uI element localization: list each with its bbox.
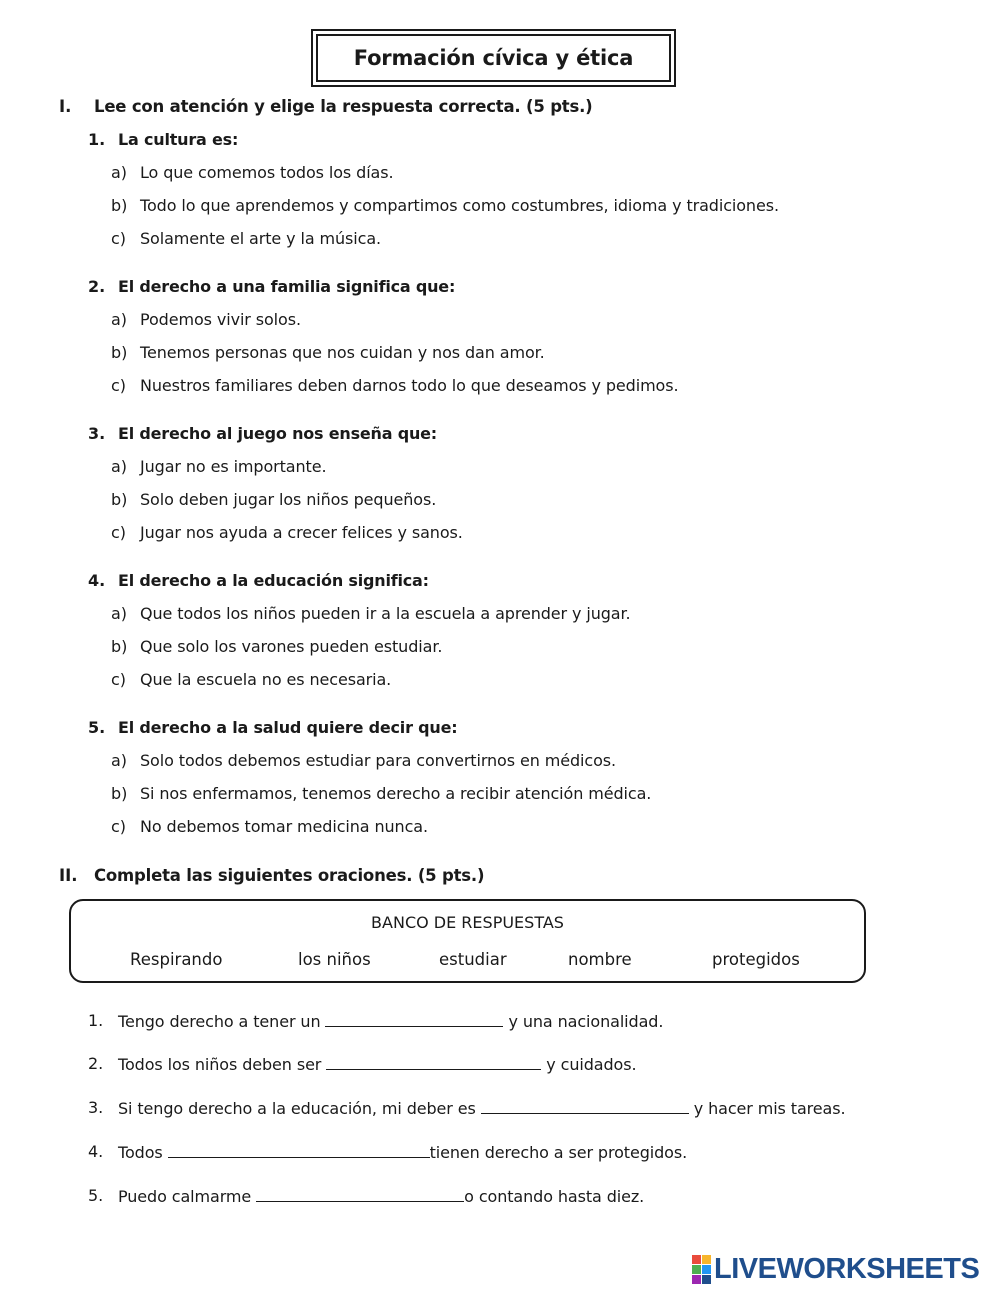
logo-square (702, 1255, 711, 1264)
question-1-text: La cultura es: (118, 130, 239, 149)
title-box (311, 29, 676, 87)
logo-square (692, 1265, 701, 1274)
logo-squares-icon (692, 1255, 711, 1284)
q2-option-b-text[interactable]: Tenemos personas que nos cuidan y nos dan amor. (140, 343, 545, 362)
q5-option-c-text[interactable]: No debemos tomar medicina nunca. (140, 817, 428, 836)
sentence-4-before: Todos (118, 1143, 168, 1162)
sentence-3 (118, 1098, 845, 1118)
question-3-text: El derecho al juego nos enseña que: (118, 424, 438, 443)
q3-option-a-text[interactable]: Jugar no es importante. (140, 457, 327, 476)
q3-option-c-text[interactable]: Jugar nos ayuda a crecer felices y sanos. (140, 523, 463, 542)
sentence-3-number: 3. (88, 1098, 104, 1117)
q4-option-c-letter[interactable]: c) (111, 670, 127, 689)
q1-option-b-letter[interactable]: b) (111, 196, 128, 215)
q5-option-a-letter[interactable]: a) (111, 751, 128, 770)
sentence-3-blank[interactable] (481, 1098, 689, 1114)
question-4-text: El derecho a la educación significa: (118, 571, 429, 590)
section-2-title: Completa las siguientes oraciones. (5 pts.) (94, 866, 485, 885)
sentence-5-blank[interactable] (256, 1186, 464, 1202)
section-1-title: Lee con atención y elige la respuesta correcta. (5 pts.) (94, 97, 593, 116)
q2-option-a-letter[interactable]: a) (111, 310, 128, 329)
sentence-1-before: Tengo derecho a tener un (118, 1012, 326, 1031)
bank-word-los-ninos[interactable]: los niños (298, 950, 371, 969)
q2-option-b-letter[interactable]: b) (111, 343, 128, 362)
section-1-number: I. (59, 97, 72, 116)
liveworksheets-logo (692, 1252, 980, 1285)
sentence-4-number: 4. (88, 1142, 104, 1161)
q5-option-b-letter[interactable]: b) (111, 784, 128, 803)
bank-word-respirando[interactable]: Respirando (130, 950, 223, 969)
question-4-number: 4. (88, 571, 106, 590)
question-1-number: 1. (88, 130, 106, 149)
logo-square (702, 1275, 711, 1284)
sentence-2 (118, 1054, 636, 1074)
q1-option-b-text[interactable]: Todo lo que aprendemos y compartimos como costumbres, idioma y tradiciones. (140, 196, 779, 215)
q5-option-c-letter[interactable]: c) (111, 817, 127, 836)
q5-option-b-text[interactable]: Si nos enfermamos, tenemos derecho a recibir atención médica. (140, 784, 652, 803)
bank-word-nombre[interactable]: nombre (568, 950, 632, 969)
question-5-number: 5. (88, 718, 106, 737)
page-title: Formación cívica y ética (316, 34, 671, 82)
q2-option-c-letter[interactable]: c) (111, 376, 127, 395)
logo-square (692, 1275, 701, 1284)
sentence-1 (118, 1011, 663, 1031)
question-2-number: 2. (88, 277, 106, 296)
bank-word-protegidos[interactable]: protegidos (712, 950, 800, 969)
q3-option-a-letter[interactable]: a) (111, 457, 128, 476)
sentence-2-number: 2. (88, 1054, 104, 1073)
q1-option-c-text[interactable]: Solamente el arte y la música. (140, 229, 382, 248)
section-2-number: II. (59, 866, 78, 885)
q3-option-b-letter[interactable]: b) (111, 490, 128, 509)
sentence-5-before: Puedo calmarme (118, 1187, 257, 1206)
question-5-text: El derecho a la salud quiere decir que: (118, 718, 458, 737)
q2-option-a-text[interactable]: Podemos vivir solos. (140, 310, 301, 329)
sentence-4-after: tienen derecho a ser protegidos. (429, 1143, 688, 1162)
sentence-2-before: Todos los niños deben ser (118, 1055, 327, 1074)
q4-option-a-letter[interactable]: a) (111, 604, 128, 623)
logo-square (692, 1255, 701, 1264)
sentence-2-blank[interactable] (326, 1054, 541, 1070)
sentence-3-after: y hacer mis tareas. (688, 1099, 846, 1118)
sentence-5-number: 5. (88, 1186, 104, 1205)
question-3-number: 3. (88, 424, 106, 443)
sentence-2-after: y cuidados. (541, 1055, 637, 1074)
logo-square (702, 1265, 711, 1274)
q3-option-c-letter[interactable]: c) (111, 523, 127, 542)
q4-option-c-text[interactable]: Que la escuela no es necesaria. (140, 670, 392, 689)
question-2-text: El derecho a una familia significa que: (118, 277, 456, 296)
sentence-4-blank[interactable] (168, 1142, 430, 1158)
answer-bank-title: BANCO DE RESPUESTAS (371, 913, 564, 932)
q4-option-b-letter[interactable]: b) (111, 637, 128, 656)
sentence-5-after: o contando hasta diez. (464, 1187, 645, 1206)
sentence-4 (118, 1142, 687, 1162)
answer-bank (69, 899, 866, 983)
q5-option-a-text[interactable]: Solo todos debemos estudiar para convertirnos en médicos. (140, 751, 616, 770)
q3-option-b-text[interactable]: Solo deben jugar los niños pequeños. (140, 490, 437, 509)
q2-option-c-text[interactable]: Nuestros familiares deben darnos todo lo que deseamos y pedimos. (140, 376, 679, 395)
sentence-3-before: Si tengo derecho a la educación, mi deber es (118, 1099, 481, 1118)
q4-option-b-text[interactable]: Que solo los varones pueden estudiar. (140, 637, 443, 656)
logo-text: LIVEWORKSHEETS (714, 1252, 980, 1285)
sentence-1-number: 1. (88, 1011, 104, 1030)
q1-option-a-letter[interactable]: a) (111, 163, 128, 182)
q1-option-a-text[interactable]: Lo que comemos todos los días. (140, 163, 394, 182)
q4-option-a-text[interactable]: Que todos los niños pueden ir a la escuela a aprender y jugar. (140, 604, 631, 623)
q1-option-c-letter[interactable]: c) (111, 229, 127, 248)
sentence-1-blank[interactable] (325, 1011, 503, 1027)
bank-word-estudiar[interactable]: estudiar (439, 950, 507, 969)
sentence-1-after: y una nacionalidad. (503, 1012, 664, 1031)
sentence-5 (118, 1186, 644, 1206)
